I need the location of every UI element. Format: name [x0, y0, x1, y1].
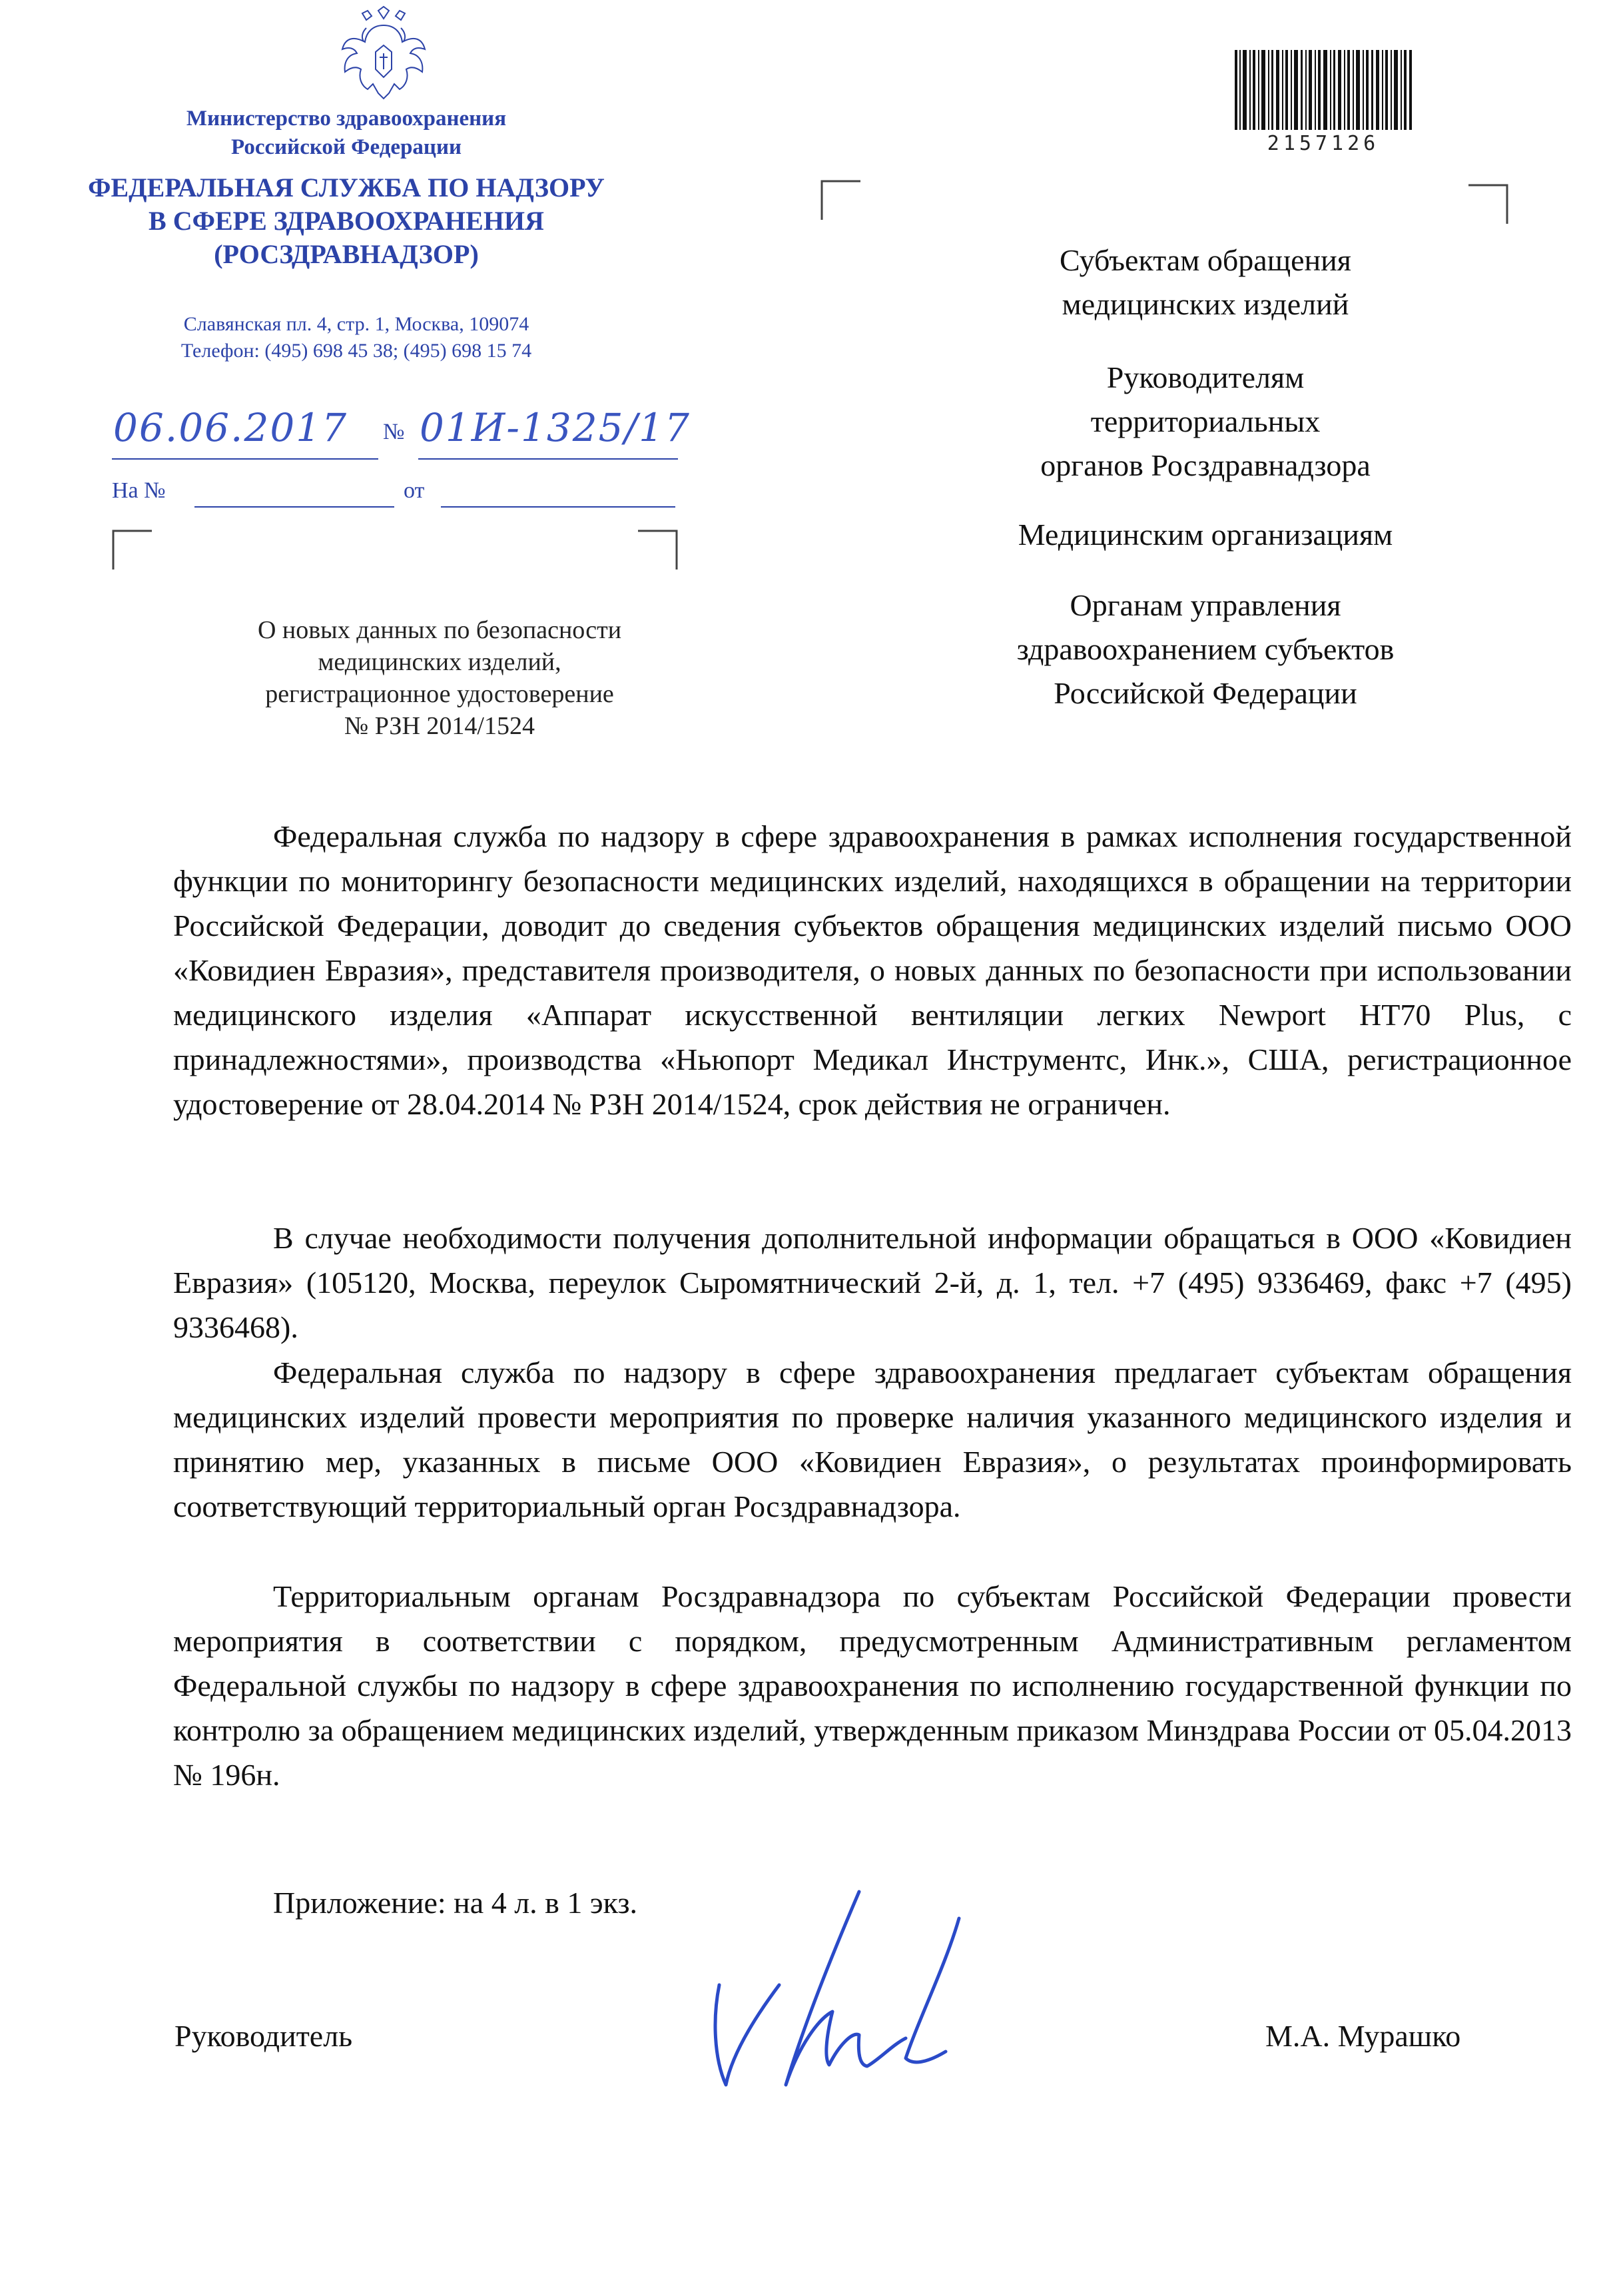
reference-number-line	[194, 506, 394, 508]
addressee-block	[946, 238, 1465, 326]
service-name-line-2: В СФЕРЕ ЗДРАВООХРАНЕНИЯ	[149, 206, 544, 236]
subject-line: № РЗН 2014/1524	[344, 712, 535, 740]
letter-subject	[180, 614, 699, 742]
reference-from-line	[441, 506, 675, 508]
corner-bracket-addressee-right	[1468, 184, 1508, 224]
addressee-line: органов Росздравнадзора	[1040, 448, 1371, 482]
corner-bracket-top-right	[638, 530, 678, 570]
addressee-line: Медицинским организациям	[1018, 518, 1393, 552]
number-label: №	[383, 420, 405, 444]
corner-bracket-addressee-left	[820, 180, 860, 220]
body-paragraph-4: Территориальным органам Росздравнадзора по субъектам Российской Федерации провести мероприятия в соответствии с порядком, предусмотренным Административным регламентом Федеральной службы по надзору в сфере здравоохранения по исполнению государственной функции по контролю за обращением медицинских изделий, утвержденным приказом Минздрава России от 05.04.2013 № 196н.	[173, 1579, 1572, 1792]
addressee-line: медицинских изделий	[1062, 287, 1349, 321]
addressee-block	[946, 356, 1465, 488]
addressee-line: Субъектам обращения	[1060, 243, 1351, 277]
corner-bracket-top-left	[112, 530, 152, 570]
addressee-line: Руководителям	[1106, 360, 1305, 394]
subject-line: регистрационное удостоверение	[265, 680, 614, 708]
ministry-name-line-2: Российской Федерации	[231, 135, 462, 159]
addressee-line: Российской Федерации	[1054, 676, 1357, 710]
signatory-name: М.А. Мурашко	[1265, 2019, 1461, 2053]
body-paragraph-2: В случае необходимости получения дополнительной информации обращаться в ООО «Ковидиен Евразия» (105120, Москва, переулок Сыромятнический 2-й, д. 1, тел. +7 (495) 9336469, факс +7 (495) 9336468).	[173, 1221, 1572, 1344]
sender-address: Славянская пл. 4, стр. 1, Москва, 109074	[183, 313, 529, 335]
addressee-block	[946, 513, 1465, 557]
service-name-line-3: (РОСЗДРАВНАДЗОР)	[214, 239, 479, 269]
barcode-number: 2157126	[1267, 132, 1380, 155]
addressee-block	[946, 583, 1465, 715]
double-headed-eagle-emblem-icon	[340, 5, 428, 105]
signatory-position: Руководитель	[174, 2019, 353, 2053]
ministry-name-line-1: Министерство здравоохранения	[186, 107, 507, 131]
handwritten-signature-icon	[693, 1885, 1066, 2111]
subject-line: О новых данных по безопасности	[257, 616, 622, 644]
date-underline	[112, 458, 378, 460]
reference-from-label: от	[404, 478, 425, 503]
body-paragraph-1: Федеральная служба по надзору в сфере здравоохранения в рамках исполнения государственной функции по мониторингу безопасности медицинских изделий, находящихся в обращении на территории Российской Федерации, доводит до сведения субъектов обращения медицинских изделий письмо ООО «Ковидиен Евразия», представителя производителя, о новых данных по безопасности при использовании медицинского изделия «Аппарат искусственной вентиляции легких Newport HT70 Plus, с принадлежностями», производства «Ньюпорт Медикал Инструментс, Инк.», США, регистрационное удостоверение от 28.04.2014 № РЗН 2014/1524, срок действия не ограничен.	[173, 819, 1572, 1121]
outgoing-number: 01И-1325/17	[420, 405, 691, 450]
number-underline	[418, 458, 678, 460]
barcode-icon	[1233, 50, 1413, 130]
addressee-line: Органам управления	[1070, 588, 1341, 622]
addressee-line: территориальных	[1090, 404, 1321, 438]
addressee-line: здравоохранением субъектов	[1016, 632, 1395, 666]
subject-line: медицинских изделий,	[318, 648, 561, 676]
outgoing-date: 06.06.2017	[113, 405, 348, 450]
reference-number-label: На №	[112, 478, 166, 503]
sender-phone: Телефон: (495) 698 45 38; (495) 698 15 74	[180, 340, 532, 362]
attachment-note: Приложение: на 4 л. в 1 экз.	[273, 1886, 638, 1920]
body-paragraph-3: Федеральная служба по надзору в сфере здравоохранения предлагает субъектам обращения медицинских изделий провести мероприятия по проверке наличия указанного медицинского изделия и принятию мер, указанных в письме ООО «Ковидиен Евразия», о результатах проинформировать соответствующий территориальный орган Росздравнадзора.	[173, 1355, 1572, 1523]
service-name-line-1: ФЕДЕРАЛЬНАЯ СЛУЖБА ПО НАДЗОРУ	[88, 173, 605, 202]
